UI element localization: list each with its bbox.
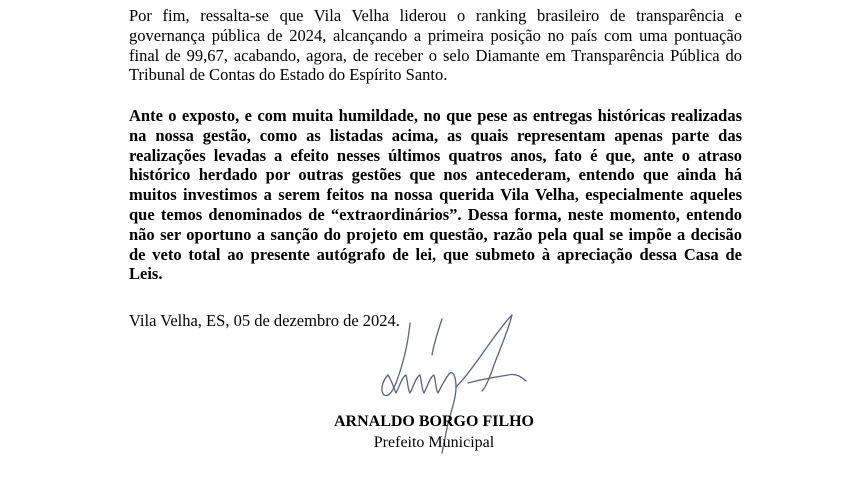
paragraph-veto-justification: Ante o exposto, e com muita humildade, no que pese as entregas históricas realizadas na nossa gestão, como as listadas acima, as quais representam apenas parte das realizações levadas a efeito nesses últimos quatros anos, fato é que, ante o atraso histórico herdado por outras gestões que nos antecederam, entendo que ainda há muitos investimos a serem feitos na nossa querida Vila Velha, especialmente aqueles que temos denominados de “extraordinários”. Dessa forma, neste momento, entendo não ser oportuno a sanção do projeto em questão, razão pela qual se impõe a decisão de veto total ao presente autógrafo de lei, que submeto à apreciação dessa Casa de Leis. (129, 106, 742, 284)
dateline: Vila Velha, ES, 05 de dezembro de 2024. (129, 311, 400, 330)
paragraph-ranking: Por fim, ressalta-se que Vila Velha liderou o ranking brasileiro de transparência e governança pública de 2024, alcançando a primeira posição no país com uma pontuação final de 99,67, acabando, agora, de receber o selo Diamante em Transparência Pública do Tribunal de Contas do Estado do Espírito Santo. (129, 6, 742, 85)
signer-name: ARNALDO BORGO FILHO (333, 413, 534, 430)
signature-stroke (382, 323, 410, 396)
signature-stroke (468, 374, 526, 383)
signer-title: Prefeito Municipal (373, 434, 495, 451)
signature-stroke (432, 319, 442, 355)
